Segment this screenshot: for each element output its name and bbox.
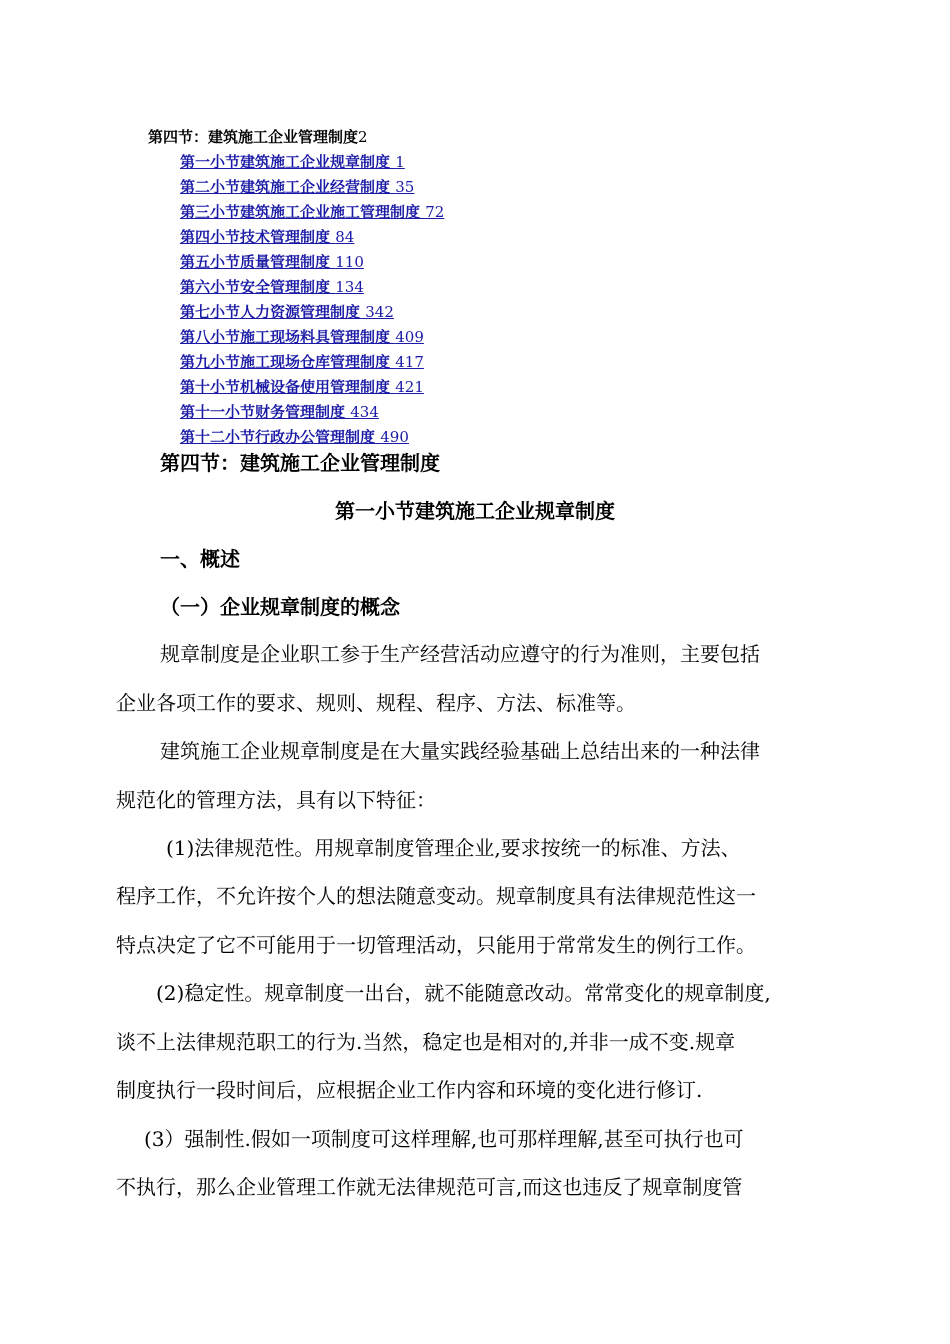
body-line: 程序工作，不允许按个人的想法随意变动。规章制度具有法律规范性这一: [116, 884, 756, 908]
toc-list: [180, 151, 444, 451]
body-line: 企业各项工作的要求、规则、规程、程序、方法、标准等。: [116, 691, 636, 715]
toc-item: [180, 401, 444, 426]
body-line: (3）强制性.假如一项制度可这样理解,也可那样理解,甚至可执行也可: [144, 1127, 744, 1151]
subsection-title: 第一小节建筑施工企业规章制度: [335, 499, 615, 523]
toc-item: [180, 326, 444, 351]
toc-link[interactable]: 第四小节技术管理制度 84: [180, 228, 355, 246]
body-line: 制度执行一段时间后，应根据企业工作内容和环境的变化进行修订.: [116, 1078, 703, 1102]
body-line: (1)法律规范性。用规章制度管理企业,要求按统一的标准、方法、: [166, 836, 741, 860]
heading-concept: （一）企业规章制度的概念: [160, 595, 400, 619]
toc-link[interactable]: 第三小节建筑施工企业施工管理制度 72: [180, 203, 445, 221]
toc-link[interactable]: 第十小节机械设备使用管理制度 421: [180, 378, 424, 396]
toc-link[interactable]: 第十二小节行政办公管理制度 490: [180, 428, 409, 446]
toc-item: [180, 201, 444, 226]
toc-heading-page: 2: [358, 128, 368, 146]
toc-item: [180, 251, 444, 276]
toc-item: [180, 151, 444, 176]
body-line: 不执行，那么企业管理工作就无法律规范可言,而这也违反了规章制度管: [116, 1175, 743, 1199]
section-title: 第四节：建筑施工企业管理制度: [160, 451, 440, 475]
body-line: (2)稳定性。规章制度一出台，就不能随意改动。常常变化的规章制度,: [156, 981, 771, 1005]
toc-item: [180, 351, 444, 376]
toc-heading-text: 第四节：建筑施工企业管理制度: [148, 128, 359, 146]
body-line: 谈不上法律规范职工的行为.当然，稳定也是相对的,并非一成不变.规章: [116, 1030, 736, 1054]
toc-link[interactable]: 第八小节施工现场料具管理制度 409: [180, 328, 424, 346]
toc-link[interactable]: 第一小节建筑施工企业规章制度 1: [180, 153, 405, 171]
toc-link[interactable]: 第五小节质量管理制度 110: [180, 253, 364, 271]
body-line: 建筑施工企业规章制度是在大量实践经验基础上总结出来的一种法律: [160, 739, 760, 763]
toc-link[interactable]: 第六小节安全管理制度 134: [180, 278, 364, 296]
toc-item: [180, 176, 444, 201]
toc-item: [180, 226, 444, 251]
toc-item: [180, 276, 444, 301]
toc-link[interactable]: 第九小节施工现场仓库管理制度 417: [180, 353, 424, 371]
toc-link[interactable]: 第二小节建筑施工企业经营制度 35: [180, 178, 415, 196]
body-line: 规章制度是企业职工参于生产经营活动应遵守的行为准则，主要包括: [160, 642, 760, 666]
toc-heading: [148, 126, 368, 147]
body-line: 特点决定了它不可能用于一切管理活动，只能用于常常发生的例行工作。: [116, 933, 756, 957]
toc-item: [180, 301, 444, 326]
toc-link[interactable]: 第十一小节财务管理制度 434: [180, 403, 379, 421]
toc-item: [180, 376, 444, 401]
heading-overview: 一、概述: [160, 547, 240, 571]
toc-link[interactable]: 第七小节人力资源管理制度 342: [180, 303, 394, 321]
body-line: 规范化的管理方法，具有以下特征：: [116, 788, 436, 812]
